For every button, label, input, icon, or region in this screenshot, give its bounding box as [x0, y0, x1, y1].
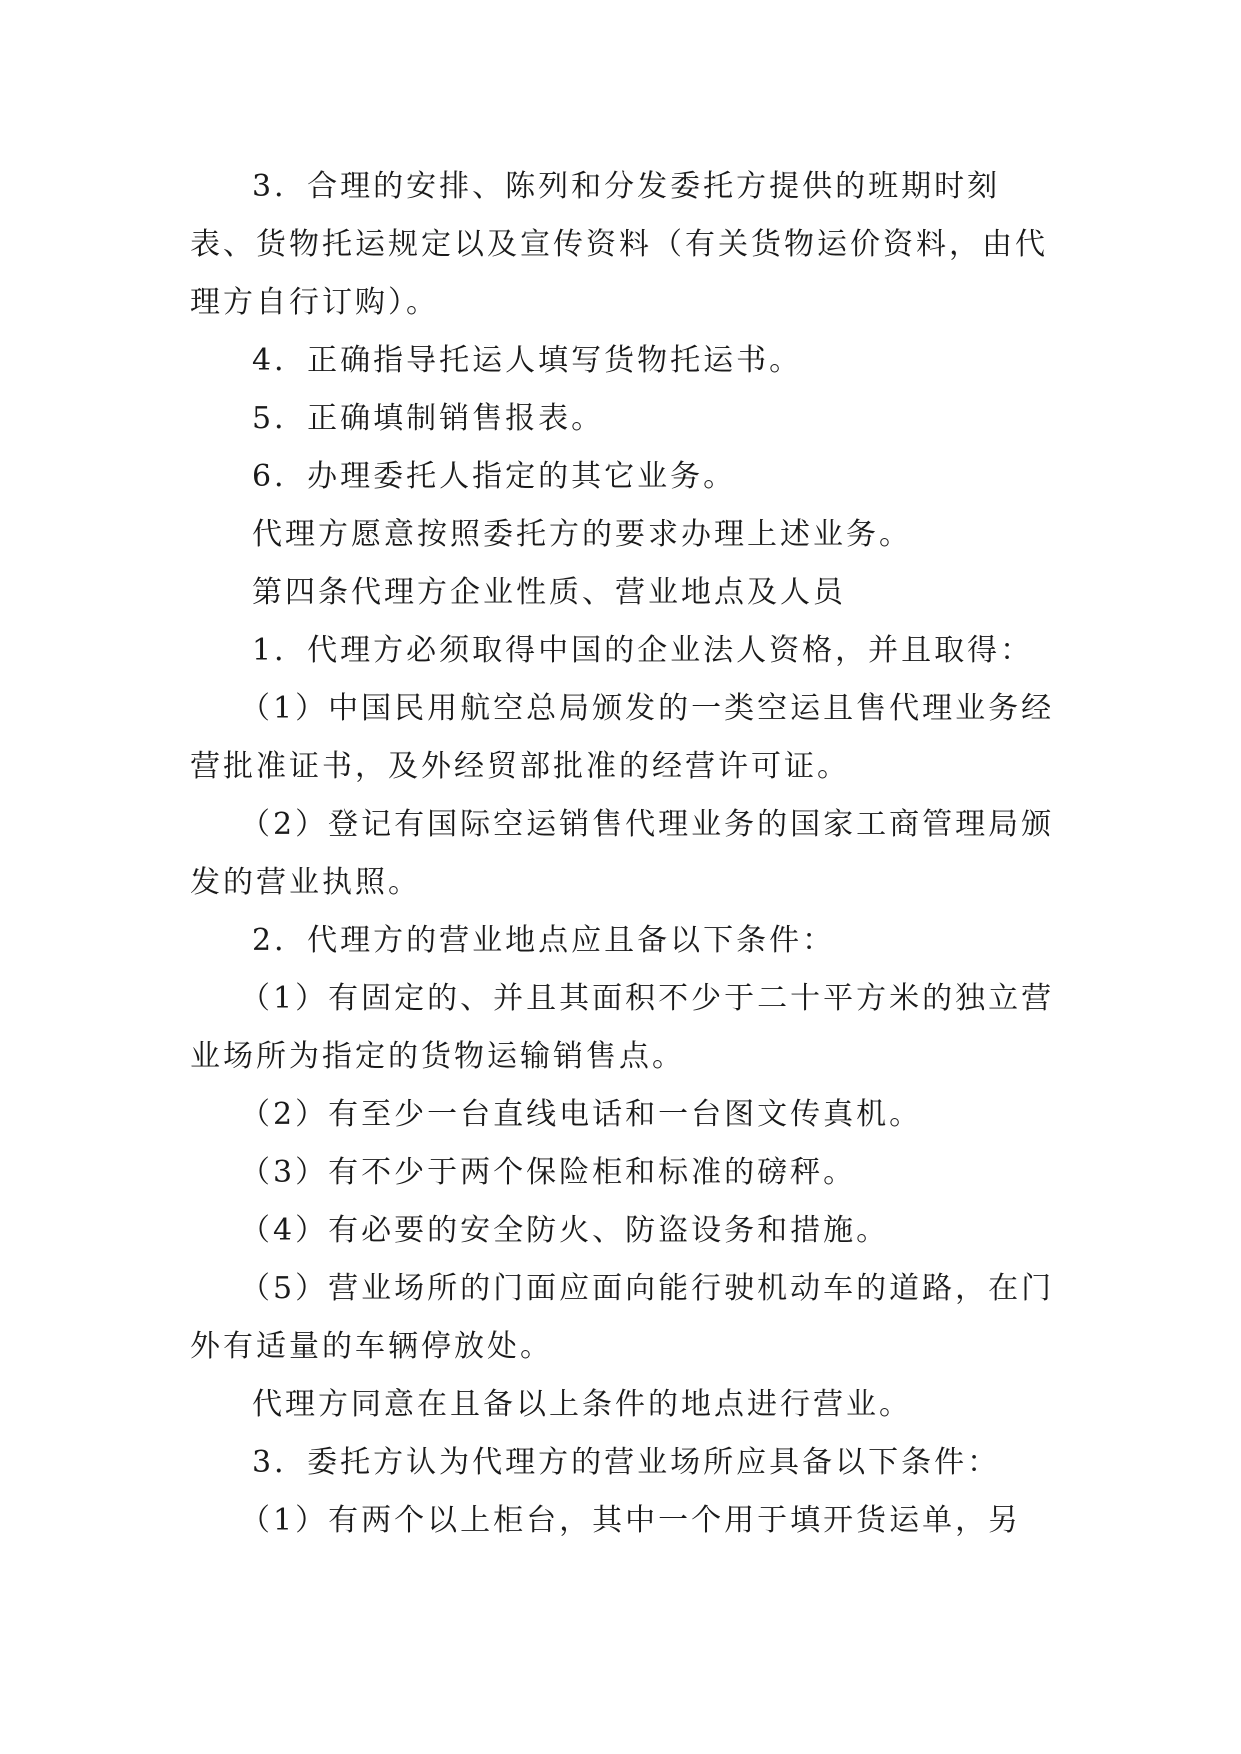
paragraph-sub-1-license: （1）中国民用航空总局颁发的一类空运且售代理业务经营批准证书，及外经贸部批准的经营许可证。	[190, 691, 1055, 784]
paragraph-sub-2-business-license: （2）登记有国际空运销售代理业务的国家工商管理局颁发的营业执照。	[190, 807, 1055, 900]
paragraph-sub-4-safety: （4）有必要的安全防火、防盗设务和措施。	[240, 1213, 890, 1248]
paragraph-item-3: 3．合理的安排、陈列和分发委托方提供的班期时刻表、货物托运规定以及宣传资料（有关货物运价资料，由代理方自行订购）。	[190, 169, 1048, 320]
paragraph-sub-1-counters: （1）有两个以上柜台，其中一个用于填开货运单，另	[240, 1503, 1022, 1538]
paragraph-sub-3-safe-scale: （3）有不少于两个保险柜和标准的磅秤。	[240, 1155, 857, 1190]
document-body	[190, 158, 1060, 1550]
paragraph-item-6: 6．办理委托人指定的其它业务。	[252, 459, 737, 494]
paragraph-item-4: 4．正确指导托运人填写货物托运书。	[252, 343, 803, 378]
paragraph-sub-2-phone-fax: （2）有至少一台直线电话和一台图文传真机。	[240, 1097, 923, 1132]
paragraph-qualification: 1．代理方必须取得中国的企业法人资格，并且取得：	[252, 633, 1034, 668]
paragraph-item-5: 5．正确填制销售报表。	[252, 401, 605, 436]
paragraph-premises-conditions: 2．代理方的营业地点应且备以下条件：	[252, 923, 836, 958]
paragraph-agent-agrees-location: 代理方同意在且备以上条件的地点进行营业。	[252, 1387, 912, 1422]
article-four-heading: 第四条代理方企业性质、营业地点及人员	[252, 575, 846, 610]
paragraph-sub-5-storefront: （5）营业场所的门面应面向能行驶机动车的道路，在门外有适量的车辆停放处。	[190, 1271, 1055, 1364]
paragraph-principal-requirements: 3．委托方认为代理方的营业场所应具备以下条件：	[252, 1445, 1001, 1480]
paragraph-sub-1-premises: （1）有固定的、并且其面积不少于二十平方米的独立营业场所为指定的货物运输销售点。	[190, 981, 1055, 1074]
paragraph-agent-consent: 代理方愿意按照委托方的要求办理上述业务。	[252, 517, 912, 552]
